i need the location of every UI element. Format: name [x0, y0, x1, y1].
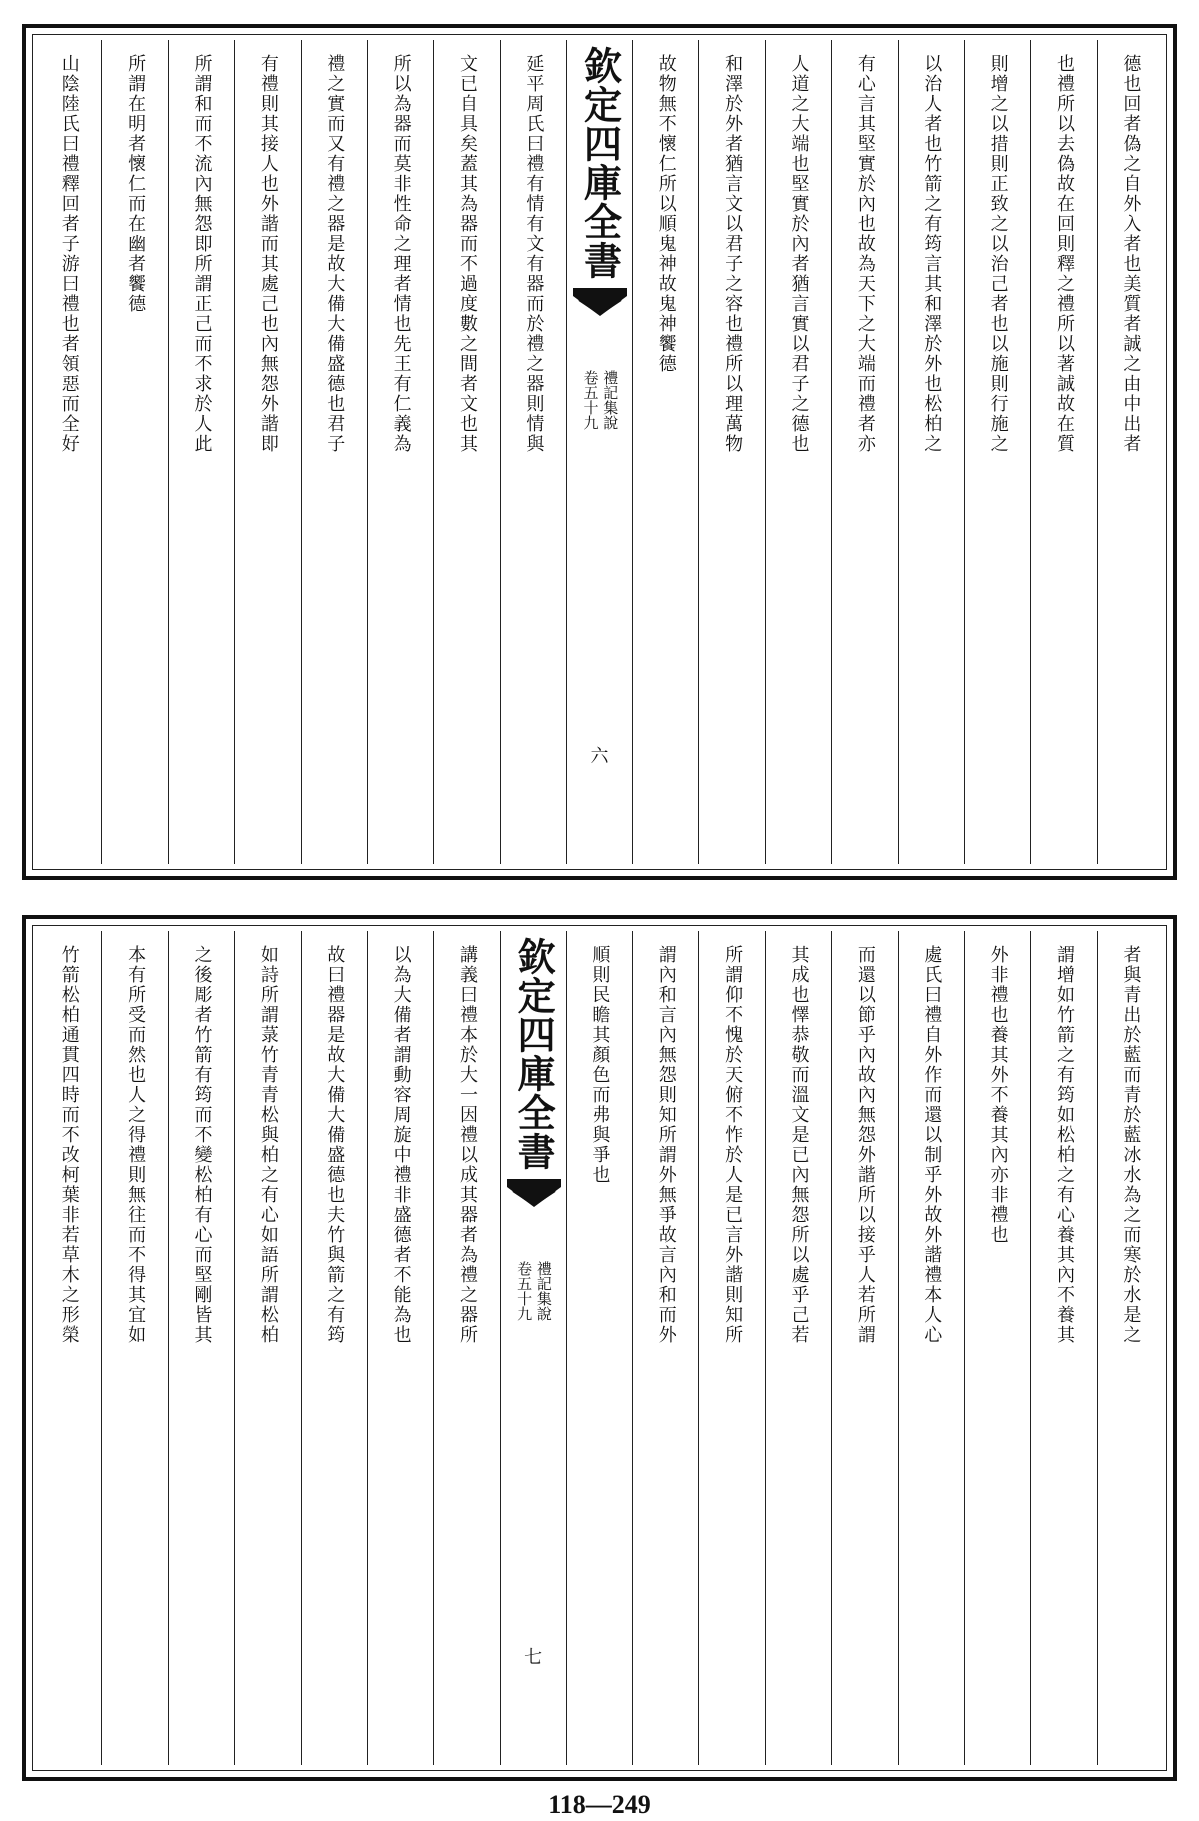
column-text: 所以為器而莫非性命之理者情也先王有仁義為 — [390, 54, 412, 454]
book-title: 禮記集說 — [534, 1261, 553, 1321]
column-text: 故物無不懷仁所以順鬼神故鬼神饗德 — [655, 54, 677, 374]
column-text: 也禮所以去偽故在回則釋之禮所以著誠故在質 — [1053, 54, 1075, 454]
text-column — [301, 931, 367, 1765]
fishtail-mark-icon — [573, 288, 627, 318]
text-column — [831, 40, 897, 864]
text-column — [698, 40, 764, 864]
volume-label: 卷五十九 — [515, 1261, 534, 1321]
text-column — [566, 931, 632, 1765]
text-column — [101, 931, 167, 1765]
column-text: 處氏曰禮自外作而還以制乎外故外諧禮本人心 — [921, 945, 943, 1345]
column-text: 講義曰禮本於大一因禮以成其器者為禮之器所 — [456, 945, 478, 1345]
leaf-number: 七 — [524, 1647, 543, 1668]
text-column — [433, 40, 499, 864]
series-title: 欽定四庫全書 — [577, 46, 623, 280]
column-text: 者與青出於藍而青於藍冰水為之而寒於水是之 — [1120, 945, 1142, 1345]
column-text: 其成也懌恭敬而溫文是已內無怨所以處乎己若 — [788, 945, 810, 1345]
text-column — [831, 931, 897, 1765]
text-column — [1030, 931, 1096, 1765]
text-column — [964, 40, 1030, 864]
text-column — [36, 40, 101, 864]
page-sheet-top — [22, 24, 1177, 880]
column-text: 有心言其堅實於內也故為天下之大端而禮者亦 — [854, 54, 876, 454]
text-column — [367, 931, 433, 1765]
series-title: 欽定四庫全書 — [511, 937, 557, 1171]
column-text: 順則民瞻其顏色而弗與爭也 — [589, 945, 611, 1185]
text-column — [1030, 40, 1096, 864]
page-sheet-bottom — [22, 915, 1177, 1781]
text-column — [234, 931, 300, 1765]
text-column — [964, 931, 1030, 1765]
text-column — [433, 931, 499, 1765]
text-column — [234, 40, 300, 864]
column-text: 和澤於外者猶言文以君子之容也禮所以理萬物 — [722, 54, 744, 454]
column-text: 如詩所謂菉竹青青松與柏之有心如語所謂松柏 — [257, 945, 279, 1345]
text-column — [500, 40, 566, 864]
column-text: 人道之大端也堅實於內者猶言實以君子之德也 — [788, 54, 810, 454]
text-column — [765, 40, 831, 864]
fishtail-mark-icon — [507, 1179, 561, 1209]
book-and-volume — [515, 1261, 551, 1321]
column-text: 以為大備者謂動容周旋中禮非盛德者不能為也 — [390, 945, 412, 1345]
column-text: 禮之實而又有禮之器是故大備大備盛德也君子 — [324, 54, 346, 454]
text-column — [301, 40, 367, 864]
column-text: 山陰陸氏曰禮釋回者子游曰禮也者領惡而全好 — [58, 54, 80, 454]
column-text: 之後彫者竹箭有筠而不變松柏有心而堅剛皆其 — [191, 945, 213, 1345]
text-column — [168, 931, 234, 1765]
column-text: 文已自具矣蓋其為器而不過度數之間者文也其 — [456, 54, 478, 454]
center-fold-margin — [566, 40, 632, 864]
column-text: 延平周氏曰禮有情有文有器而於禮之器則情與 — [523, 54, 545, 454]
text-column — [367, 40, 433, 864]
column-text: 所謂在明者懷仁而在幽者饗德 — [125, 54, 147, 314]
column-text: 以治人者也竹箭之有筠言其和澤於外也松柏之 — [921, 54, 943, 454]
column-text: 故曰禮器是故大備大備盛德也夫竹與箭之有筠 — [324, 945, 346, 1345]
column-text: 竹箭松柏通貫四時而不改柯葉非若草木之形榮 — [58, 945, 80, 1345]
text-columns — [36, 40, 1163, 864]
column-text: 則增之以措則正致之以治己者也以施則行施之 — [987, 54, 1009, 454]
page-footer-number: 118—249 — [548, 1790, 651, 1819]
text-column — [168, 40, 234, 864]
column-text: 謂內和言內無怨則知所謂外無爭故言內和而外 — [655, 945, 677, 1345]
volume-label: 卷五十九 — [581, 370, 600, 430]
text-column — [632, 40, 698, 864]
book-and-volume — [582, 370, 618, 430]
column-text: 外非禮也養其外不養其內亦非禮也 — [987, 945, 1009, 1245]
column-text: 所謂和而不流內無怨即所謂正己而不求於人此 — [191, 54, 213, 454]
book-title: 禮記集說 — [601, 370, 620, 430]
leaf-number: 六 — [590, 746, 609, 767]
text-column — [898, 40, 964, 864]
text-column — [898, 931, 964, 1765]
text-column — [101, 40, 167, 864]
column-text: 有禮則其接人也外諧而其處己也內無怨外諧即 — [257, 54, 279, 454]
text-column — [36, 931, 101, 1765]
column-text: 而還以節乎內故內無怨外諧所以接乎人若所謂 — [854, 945, 876, 1345]
text-column — [1097, 40, 1163, 864]
text-columns — [36, 931, 1163, 1765]
center-fold-margin — [500, 931, 566, 1765]
column-text: 德也回者偽之自外入者也美質者誠之由中出者 — [1120, 54, 1142, 454]
column-text: 所謂仰不愧於天俯不怍於人是已言外諧則知所 — [722, 945, 744, 1345]
text-column — [632, 931, 698, 1765]
text-column — [698, 931, 764, 1765]
column-text: 本有所受而然也人之得禮則無往而不得其宜如 — [125, 945, 147, 1345]
text-column — [765, 931, 831, 1765]
text-column — [1097, 931, 1163, 1765]
column-text: 謂增如竹箭之有筠如松柏之有心養其內不養其 — [1053, 945, 1075, 1345]
